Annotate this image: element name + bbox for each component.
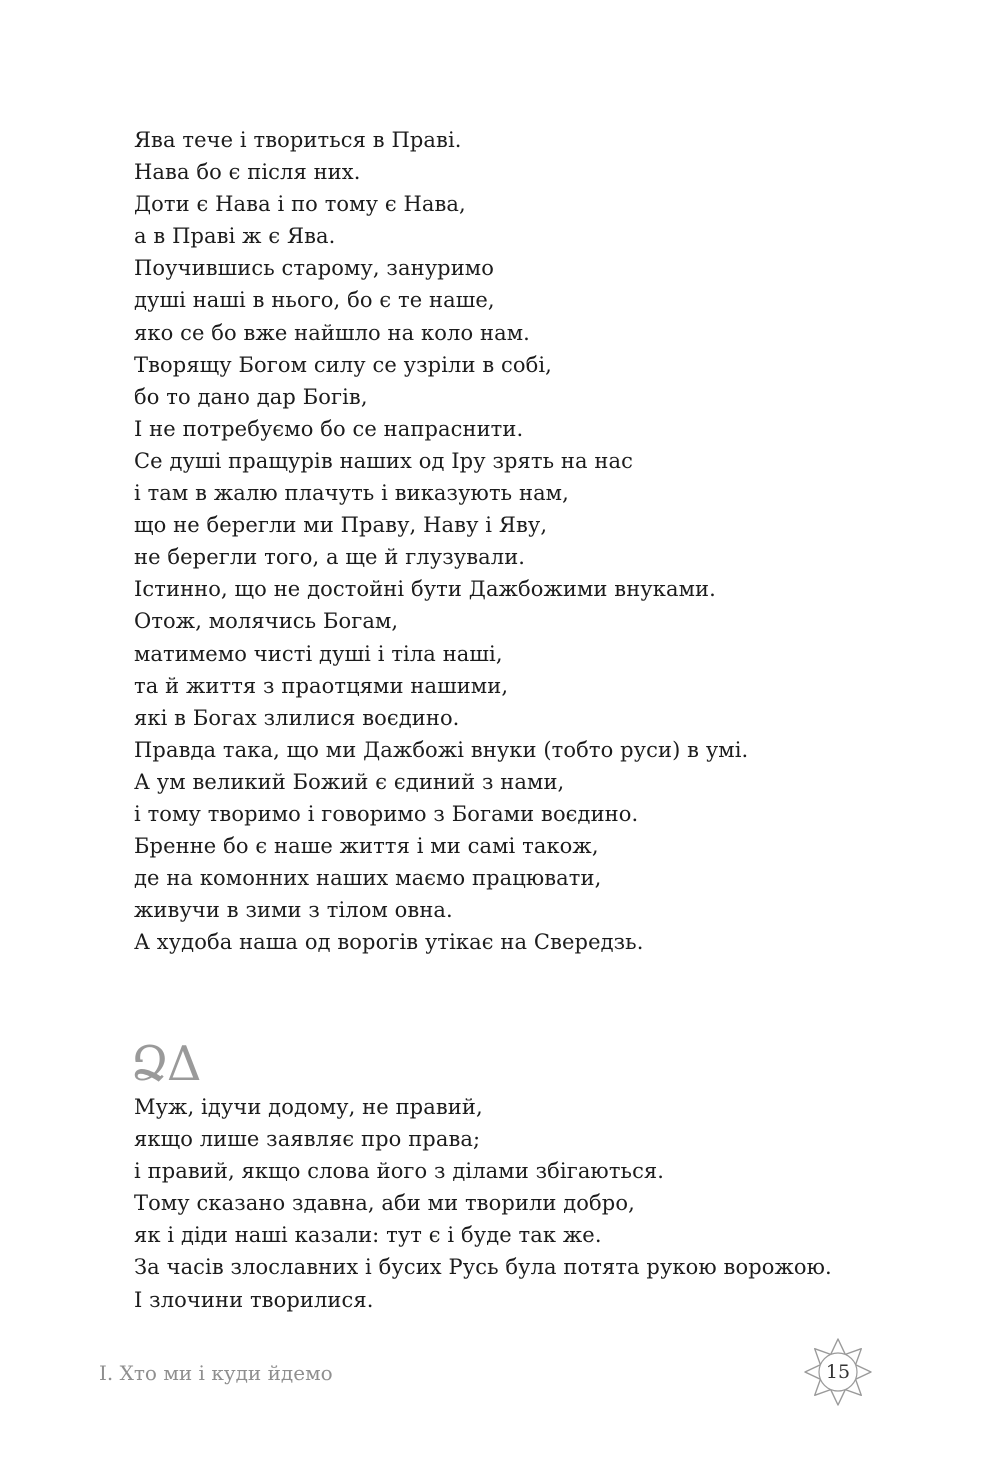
running-head-chapter-title: І. Хто ми і куди йдемо (99, 1361, 333, 1385)
verse-line: що не берегли ми Праву, Наву і Яву, (134, 513, 548, 538)
verse-line: Муж, ідучи додому, не правий, (134, 1095, 483, 1119)
verse-line: які в Богах злилися воєдино. (134, 705, 460, 730)
verse-line: Істинно, що не достойні бути Дажбожими внуками. (134, 577, 716, 602)
verse-line: та й життя з праотцями нашими, (134, 673, 509, 698)
verse-line: Отож, молячись Богам, (134, 609, 399, 634)
verse-line: Правда така, що ми Дажбожі внуки (тобто руси) в умі. (134, 737, 749, 762)
verse-line: і тому творимо і говоримо з Богами воєдино. (134, 801, 639, 826)
page-number: 15 (825, 1361, 851, 1383)
verse-line: Ява тече і твориться в Праві. (134, 128, 462, 152)
verse-line: і там в жалю плачуть і виказують нам, (134, 481, 569, 506)
verse-line: І не потребуємо бо се напраснити. (134, 416, 524, 441)
verse-line: якщо лише заявляє про права; (134, 1127, 481, 1152)
verse-line: душі наші в нього, бо є те наше, (134, 288, 495, 313)
verse-line: живучи в зими з тілом овна. (134, 898, 453, 923)
verse-line: Тому сказано здавна, аби ми творили добро, (134, 1191, 635, 1216)
stanza-two (134, 1091, 832, 1316)
verse-line: і правий, якщо слова його з ділами збігаються. (134, 1159, 665, 1184)
verse-line: а в Праві ж є Ява. (134, 224, 336, 249)
verse-line: Доти є Нава і по тому є Нава, (134, 192, 466, 217)
verse-line: яко се бо вже найшло на коло нам. (134, 320, 530, 345)
verse-line: не берегли того, а ще й глузували. (134, 545, 526, 570)
verse-line: Поучившись старому, зануримо (134, 256, 494, 281)
verse-line: І злочини творилися. (134, 1287, 374, 1312)
verse-line: Творящу Богом силу се узріли в собі, (134, 352, 552, 377)
stanza-one (134, 124, 748, 958)
page-number-badge (804, 1338, 872, 1406)
verse-line: А худоба наша од ворогів утікає на Свередзь. (134, 930, 644, 955)
verse-line: як і діди наші казали: тут є і буде так же. (134, 1223, 602, 1248)
section-number-mark: ՁΔ (130, 1036, 200, 1092)
verse-line: А ум великий Божий є єдиний з нами, (134, 769, 565, 794)
verse-line: матимемо чисті душі і тіла наші, (134, 641, 503, 666)
verse-line: бо то дано дар Богів, (134, 384, 368, 409)
verse-line: Бренне бо є наше життя і ми самі також, (134, 834, 599, 859)
verse-line: де на комонних наших маємо працювати, (134, 866, 602, 891)
verse-line: За часів злославних і бусих Русь була потята рукою ворожою. (134, 1255, 832, 1280)
verse-line: Нава бо є після них. (134, 160, 361, 185)
verse-line: Се душі пращурів наших од Іру зрять на нас (134, 448, 633, 473)
